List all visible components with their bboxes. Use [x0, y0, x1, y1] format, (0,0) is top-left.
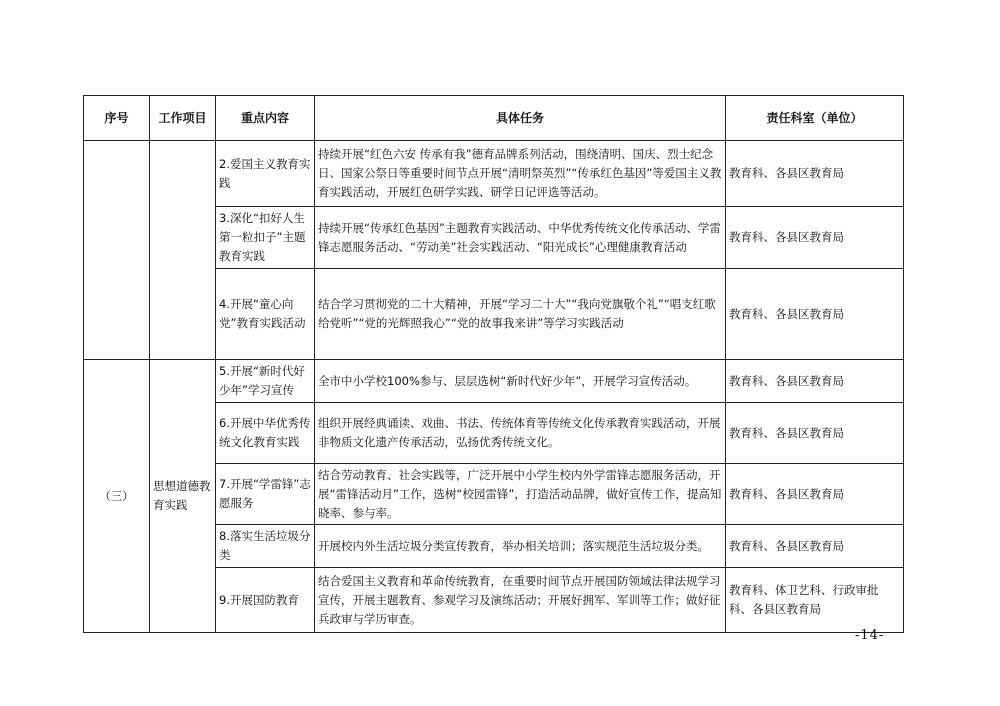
table-header-row: [84, 96, 904, 141]
specific-task: 全市中小学校100%参与、层层选树“新时代好少年”，开展学习宣传活动。: [315, 360, 726, 403]
key-content: 7.开展“学雷锋”志愿服务: [216, 464, 315, 525]
specific-task: 组织开展经典诵读、戏曲、书法、传统体育等传统文化传承教育实践活动，开展非物质文化遗产传承活动，弘扬优秀传统文化。: [315, 403, 726, 464]
responsible-dept: 教育科、各县区教育局: [726, 360, 904, 403]
specific-task: 结合爱国主义教育和革命传统教育，在重要时间节点开展国防领域法律法规学习宣传，开展主题教育、参观学习及演练活动；开展好拥军、军训等工作；做好征兵政审与学历审查。: [315, 568, 726, 633]
key-content: 4.开展“童心向党”教育实践活动: [216, 269, 315, 360]
specific-task: 开展校内外生活垃圾分类宣传教育，举办相关培训；落实规范生活垃圾分类。: [315, 525, 726, 568]
responsible-dept: 教育科、各县区教育局: [726, 141, 904, 207]
header-key-content: 重点内容: [216, 96, 315, 141]
header-specific-task: 具体任务: [315, 96, 726, 141]
responsible-dept: 教育科、各县区教育局: [726, 525, 904, 568]
key-content: 6.开展中华优秀传统文化教育实践: [216, 403, 315, 464]
specific-task: 持续开展“传承红色基因”主题教育实践活动、中华优秀传统文化传承活动、学雷锋志愿服务活动、“劳动美”社会实践活动、“阳光成长”心理健康教育活动: [315, 207, 726, 269]
header-number: 序号: [84, 96, 150, 141]
section-number: （三）: [84, 360, 150, 633]
responsible-dept: 教育科、体卫艺科、行政审批科、各县区教育局: [726, 568, 904, 633]
task-table: [83, 95, 904, 633]
section-a-number: [84, 141, 150, 360]
section-a-project: [150, 141, 216, 360]
key-content: 9.开展国防教育: [216, 568, 315, 633]
section-project: 思想道德教育实践: [150, 360, 216, 633]
key-content: 2.爱国主义教育实践: [216, 141, 315, 207]
responsible-dept: 教育科、各县区教育局: [726, 269, 904, 360]
header-project: 工作项目: [150, 96, 216, 141]
responsible-dept: 教育科、各县区教育局: [726, 403, 904, 464]
key-content: 5.开展“新时代好少年”学习宣传: [216, 360, 315, 403]
page-number: -14-: [855, 628, 885, 643]
header-responsible-dept: 责任科室（单位）: [726, 96, 904, 141]
responsible-dept: 教育科、各县区教育局: [726, 207, 904, 269]
specific-task: 结合学习贯彻党的二十大精神，开展“学习二十大”“我向党旗敬个礼”“唱支红歌给党听”“党的光辉照我心”“党的故事我来讲”等学习实践活动: [315, 269, 726, 360]
specific-task: 结合劳动教育、社会实践等，广泛开展中小学生校内外学雷锋志愿服务活动，开展“雷锋活动月”工作，选树“校园雷锋”，打造活动品牌，做好宣传工作，提高知晓率、参与率。: [315, 464, 726, 525]
key-content: 8.落实生活垃圾分类: [216, 525, 315, 568]
specific-task: 持续开展“红色六安 传承有我”德育品牌系列活动，围绕清明、国庆、烈士纪念日、国家公祭日等重要时间节点开展“清明祭英烈”“传承红色基因”等爱国主义教育实践活动，开展红色研学实践、研学日记评选等活动。: [315, 141, 726, 207]
table-row: [84, 141, 904, 207]
key-content: 3.深化“扣好人生第一粒扣子”主题教育实践: [216, 207, 315, 269]
table-row: [84, 360, 904, 403]
responsible-dept: 教育科、各县区教育局: [726, 464, 904, 525]
